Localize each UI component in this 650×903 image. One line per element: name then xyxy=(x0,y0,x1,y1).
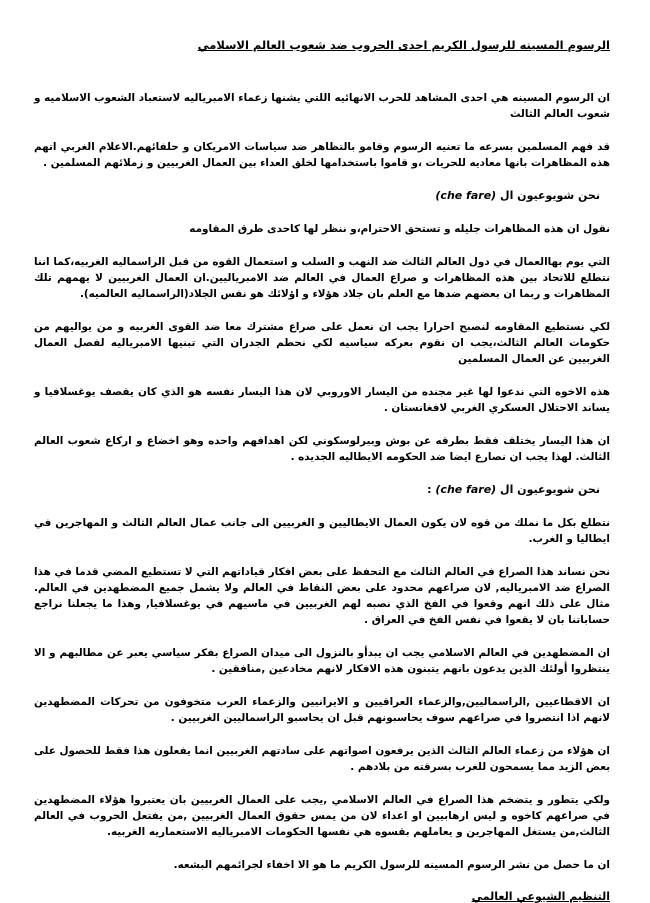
paragraph: هذه الاخوه التي ندعوا لها غير مجنده من اليسار الاوروبي لان هذا اليسار نفسه هو الذي كان يقصف يوغسلافيا و يساند الاحتلال العسكري الغربي لافغانستان . xyxy=(34,386,610,414)
section-heading xyxy=(34,188,600,204)
heading-suffix: : xyxy=(427,483,432,496)
paragraph: ان الرسوم المسينه هي احدى المشاهد للحرب الانهائيه اللتي يشنها زعماء الامبرياليه لاستعباد الشعوب الاسلاميه و شعوب العالم الثالث xyxy=(34,92,610,120)
heading-latin: (che fare) xyxy=(435,483,497,496)
paragraph: ان ما حصل من نشر الرسوم المسينه للرسول الكريم ما هو الا اخفاء لجرائمهم البشعه. xyxy=(173,859,610,871)
paragraph: ان هؤلاء من زعماء العالم الثالث الذين يرفعون اصواتهم على سادتهم الغربيين انما يفعلون هذا فقط للحصول على بعض الزيد مما يسمحون للغرب بسرقته من بلادهم . xyxy=(34,745,610,773)
paragraph: نحن نساند هذا الصراع في العالم الثالث مع التحفظ على بعض افكار قياداتهم التي لا تستطيع المضي قدما في هذا الصراع ضد الامبرياليه, لان صراعهم محدود على بعض النقاط في العالم ولا يشمل جميع المضطهدين في العالم. مثال على ذلك انهم وقعوا في الفخ الذي نصبه لهم الغربيين في ماسيهم في يوغسلافيا, وهذا ما يجعلنا نراجع حساباتنا بان لا يقعوا في نفس الفخ في العراق . xyxy=(34,566,610,626)
paragraph: لكي نستطيع المقاومه لنصبح احرارا يجب ان نعمل على صراع مشترك معا ضد القوى الغربيه و من يواليهم من حكومات العالم الثالث،يجب ان نقوم بعركه سياسيه لكي نحطم الجدران التي تبنيها الامبرياليه لفصل العمال الغربيين عن العمال المسلمين xyxy=(34,321,610,365)
paragraph: ولكي يتطور و يتضخم هذا الصراع في العالم الاسلامي ,يجب على العمال الغربيين بان يعتبروا هؤلاء المضطهدين في صراعهم كاخوه و ليس ارهابيين او اعداء لان من يمس حقوق العمال الغربيين ,من يفتعل الحروب في العالم الثالث,من يستغل المهاجرين و يعاملهم بقسوه هي نفسها الحكومات الامبرياليه الاستعماريه الغربيه. xyxy=(34,794,610,838)
document-title: الرسوم المسينه للرسول الكريم احدى الحروب ضد شعوب العالم الاسلامي xyxy=(197,38,610,52)
paragraph: التي يوم بهاالعمال في دول العالم الثالث ضد النهب و السلب و استعمال القوه من قبل الراسماليه الغربيه،كما اننا نتطلع للاتحاد بين هذه المظاهرات و صراع العمال في العالم ضد الامبرياليين.ان العمال الغربيين لا يهمهم تلك المظاهرات و ربما ان بعضهم ضدها مع العلم بان جلاد هؤلاء و اؤلائك هو نفس الجلاد(الراسماليه العالميه). xyxy=(34,256,610,300)
paragraph: ان المضطهدين في العالم الاسلامي يجب ان يبدأو بالنزول الى ميدان الصراع بفكر سياسي يعبر عن مطالبهم و الا ينتظروا أولئك الذين يدعون بانهم يتبنون هذه الافكار لانهم مخادعين ,منافقين . xyxy=(34,647,610,675)
paragraph: نقول ان هذه المظاهرات جليله و تستحق الاحترام،و ننظر لها كاحدى طرق المقاومه xyxy=(189,223,610,235)
heading-text: نحن شويوعيون ال xyxy=(500,189,600,202)
heading-latin: (che fare) xyxy=(435,189,497,202)
heading-text: نحن شويوعيون ال xyxy=(500,483,600,496)
paragraph: ان هذا اليسار يختلف فقط بطرقه عن بوش وبيرلوسكوني لكن اهدافهم واحده وهو اخضاع و اركاع شعوب العالم الثالث. لهذا يجب ان نصارع ايضا ضد الحكومه الايطاليه الجديده . xyxy=(34,435,610,463)
signature: التنظيم الشيوعي العالمي xyxy=(471,890,610,903)
paragraph: ان الاقطاعيين ,الراسماليين,والزعماء العراقيين و الايرانيين والزعماء العرب متخوفون من تحركات المضطهدين لانهم اذا انتصروا في صراعهم سوف يحاسبونهم قبل ان يحاسبو الراسماليين الغربيين . xyxy=(34,696,610,724)
paragraph: نتطلع بكل ما نملك من قوه لان يكون العمال الايطاليين و الغربيين الى جانب عمال العالم الثالث و المهاجرين في ايطاليا و الغرب. xyxy=(34,517,610,545)
paragraph: قد فهم المسلمين بسرعه ما تعنيه الرسوم وقامو بالتظاهر ضد سياسات الامريكان و حلفائهم.الاعلام الغربي اتهم هذه المظاهرات بانها معاديه للحريات ،و قاموا باستخدامها لخلق العداء بين العمال الغربيين و زملائهم المسلمين . xyxy=(34,141,610,169)
section-heading xyxy=(34,482,600,498)
